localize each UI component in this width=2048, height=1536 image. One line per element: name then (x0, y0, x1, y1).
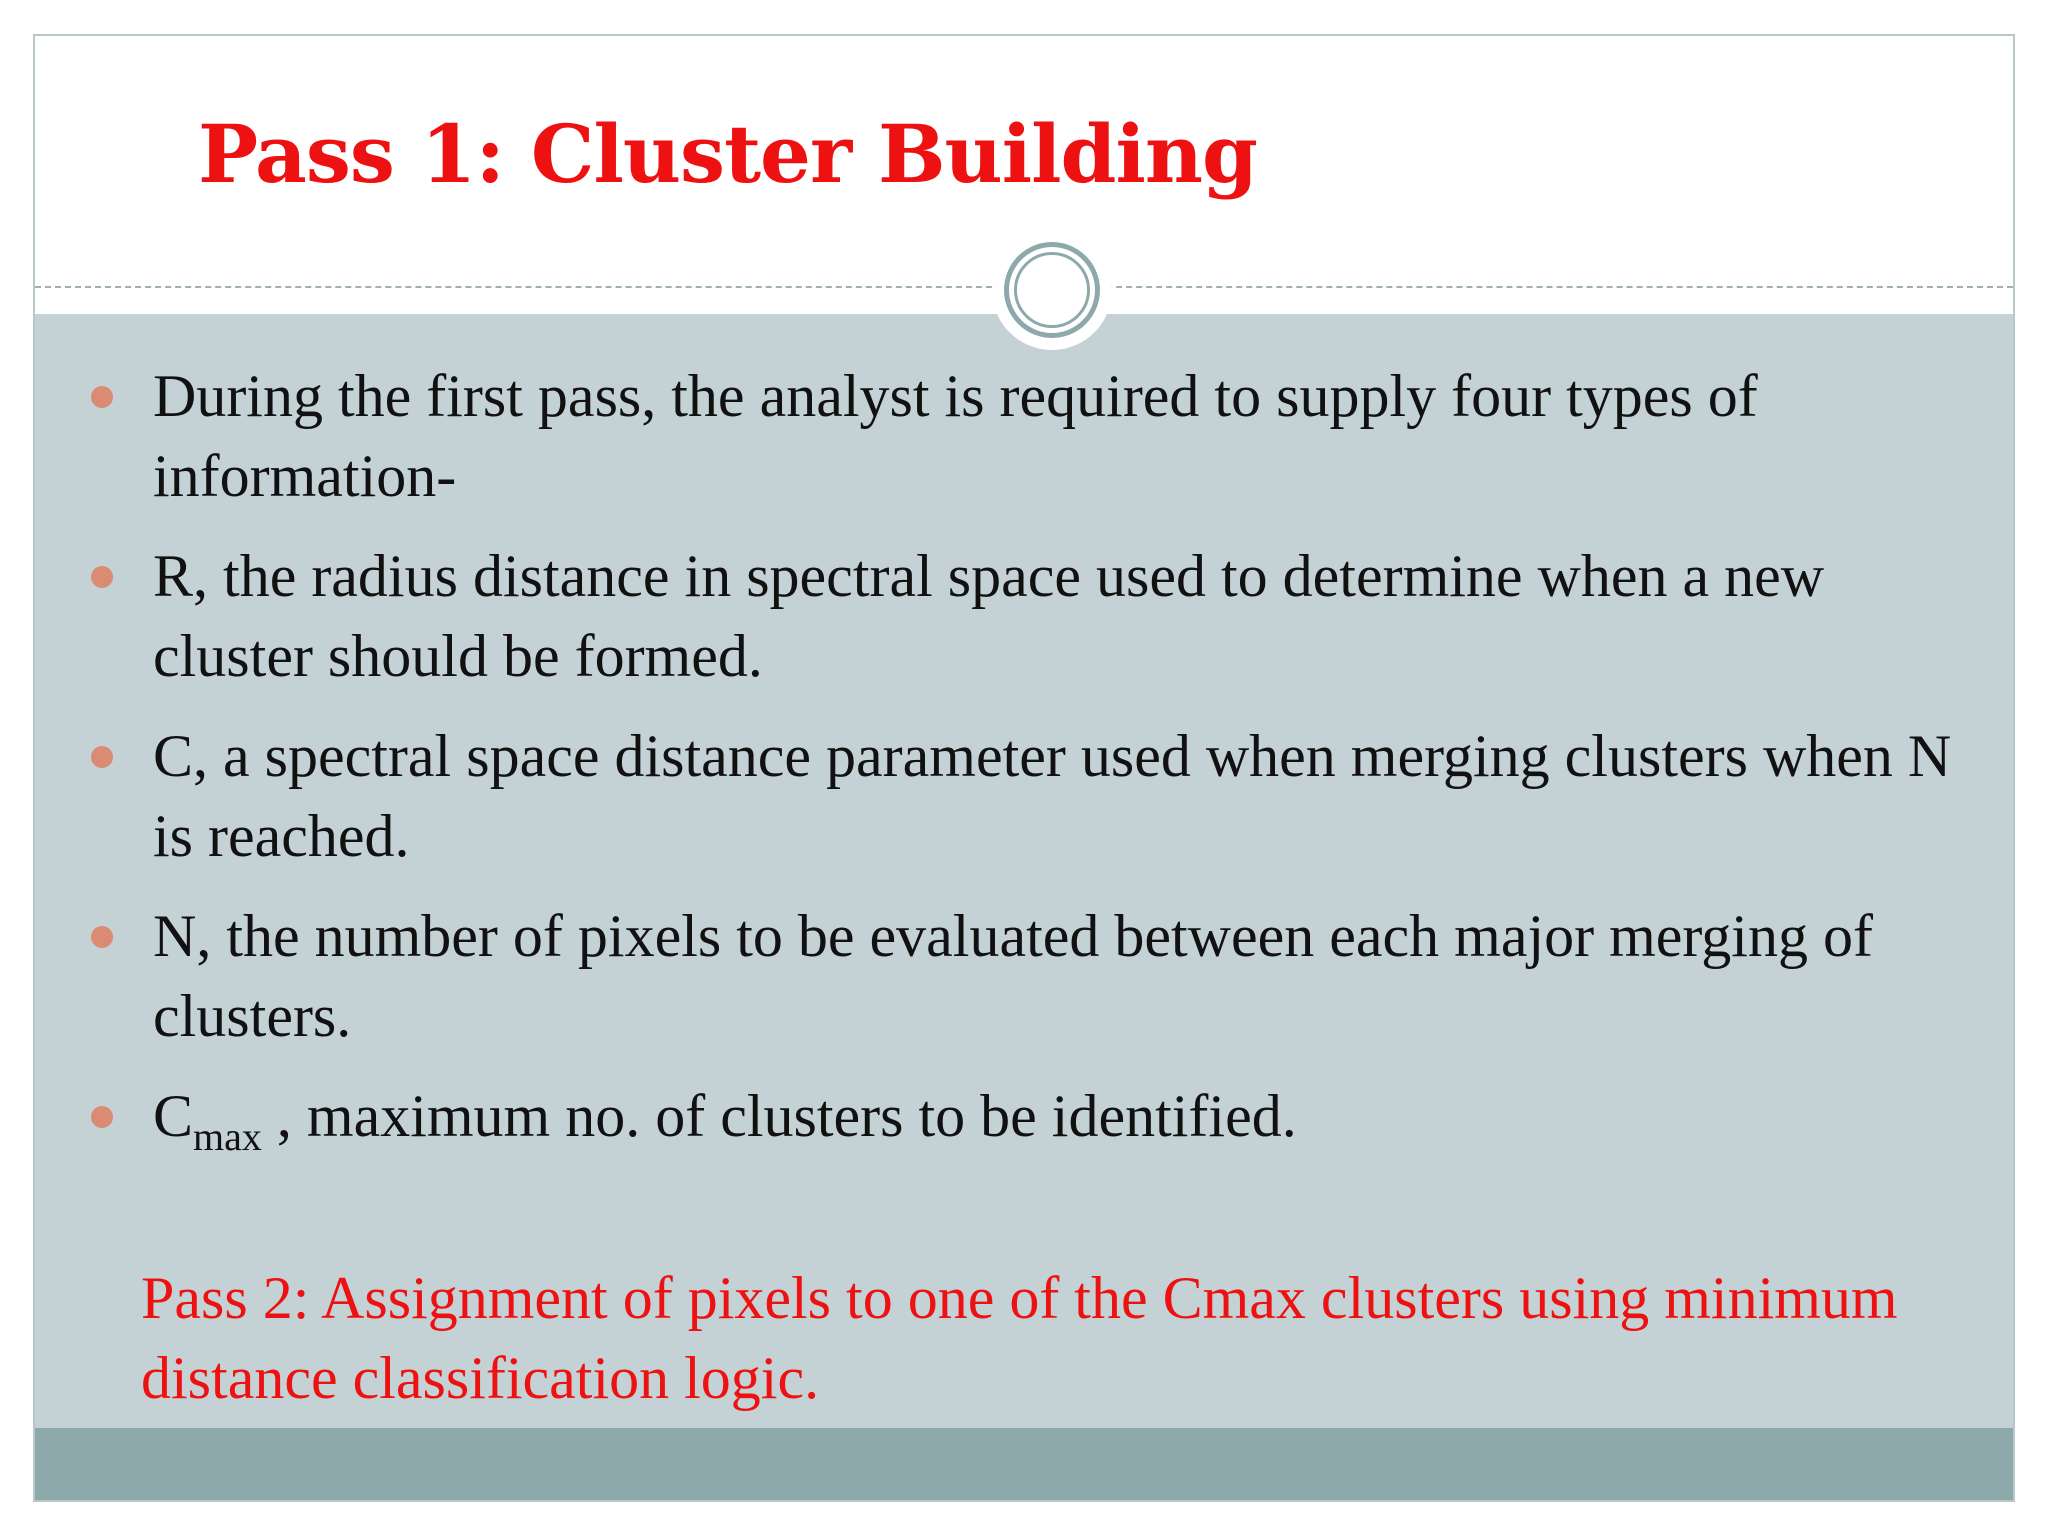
bullet-dot-icon (91, 926, 113, 948)
cmax-symbol: C (153, 1083, 194, 1149)
bullet-dot-icon (91, 1106, 113, 1128)
bullet-list (35, 356, 2013, 1176)
bullet-text: R, the radius distance in spectral space used to determine when a new cluster should be formed. (153, 543, 1825, 689)
bullet-item (35, 896, 2013, 1056)
bullet-text: , maximum no. of clusters to be identified. (261, 1083, 1297, 1149)
cmax-subscript: max (193, 1114, 262, 1159)
bullet-item (35, 356, 2013, 516)
slide (33, 34, 2015, 1502)
bullet-text: C, a spectral space distance parameter used when merging clusters when N is reached. (153, 723, 1952, 869)
footer-band (35, 1428, 2013, 1502)
bullet-item (35, 716, 2013, 876)
pass2-note: Pass 2: Assignment of pixels to one of the Cmax clusters using minimum distance classification logic. (141, 1265, 1898, 1411)
bullet-text: N, the number of pixels to be evaluated between each major merging of clusters. (153, 903, 1873, 1049)
bullet-dot-icon (91, 746, 113, 768)
bullet-item (35, 536, 2013, 696)
bullet-item (35, 1076, 2013, 1159)
bullet-dot-icon (91, 566, 113, 588)
bullet-text: During the first pass, the analyst is required to supply four types of information- (153, 363, 1758, 509)
slide-title: Pass 1: Cluster Building (198, 107, 1257, 201)
bullet-dot-icon (91, 386, 113, 408)
inner-ring (1014, 252, 1090, 328)
double-ring-circle-icon (992, 230, 1112, 350)
